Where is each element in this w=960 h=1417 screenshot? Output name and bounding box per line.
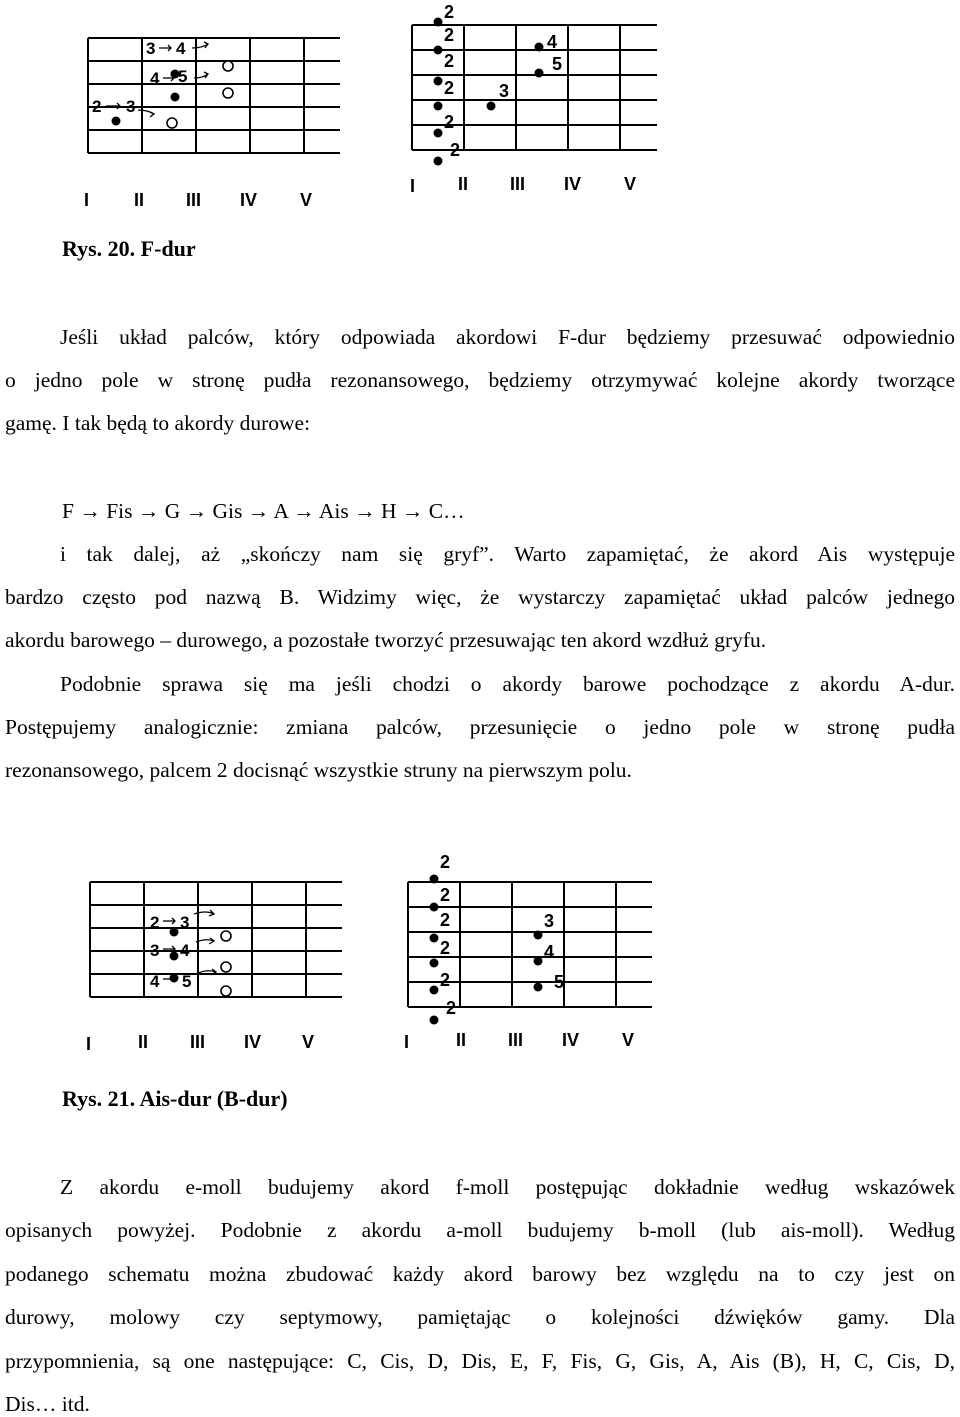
fret-label: II bbox=[458, 174, 469, 194]
fret-label: II bbox=[134, 190, 145, 210]
finger-number: 3 bbox=[150, 941, 160, 960]
open-circle bbox=[221, 986, 231, 996]
finger-dot bbox=[434, 46, 443, 55]
fret-label: I bbox=[84, 190, 90, 210]
text-line: opisanych powyżej. Podobnie z akordu a-moll budujemy b-moll (lub ais-moll). Według bbox=[5, 1218, 955, 1242]
fret-label: IV bbox=[244, 1032, 262, 1052]
text-line: przypomnienia, są one następujące: C, Cis, D, Dis, E, F, Fis, G, Gis, A, Ais (B), H, C, Cis, D, bbox=[5, 1349, 955, 1373]
finger-dot bbox=[430, 986, 439, 995]
text-line: gamę. I tak będą to akordy durowe: bbox=[5, 411, 311, 435]
text-line: Jeśli układ palców, który odpowiada akordowi F-dur będziemy przesuwać odpowiednio bbox=[60, 325, 955, 349]
fret-label: I bbox=[86, 1034, 92, 1054]
text-line: akordu barowego – durowego, a pozostałe tworzyć przesuwając ten akord wzdłuż gryfu. bbox=[5, 628, 767, 652]
finger-number: 4 bbox=[150, 972, 160, 991]
finger-number: 2 bbox=[444, 112, 455, 132]
finger-number: 4 bbox=[150, 69, 160, 88]
text-line: bardzo często pod nazwą B. Widzimy więc, że wystarczy zapamiętać układ palców jednego bbox=[5, 585, 955, 609]
text-line: Z akordu e-moll budujemy akord f-moll postępując dokładnie według wskazówek bbox=[60, 1175, 955, 1199]
finger-dot bbox=[434, 102, 443, 111]
finger-number: 4 bbox=[547, 32, 558, 52]
fret-label: III bbox=[508, 1030, 524, 1050]
fret-label: II bbox=[456, 1030, 467, 1050]
open-circle bbox=[223, 61, 233, 71]
finger-number: 5 bbox=[178, 67, 188, 86]
open-circle bbox=[223, 88, 233, 98]
finger-number: 2 bbox=[444, 25, 455, 45]
finger-number: 2 bbox=[150, 913, 160, 932]
finger-dot bbox=[434, 157, 443, 166]
figure-caption-21: Rys. 21. Ais-dur (B-dur) bbox=[62, 1086, 288, 1111]
finger-number: 2 bbox=[444, 2, 455, 22]
finger-number: 5 bbox=[182, 972, 192, 991]
fret-label: I bbox=[404, 1032, 410, 1052]
fret-label: V bbox=[624, 174, 637, 194]
finger-dot bbox=[171, 93, 180, 102]
fret-label: I bbox=[410, 176, 416, 196]
finger-dot bbox=[535, 43, 544, 52]
finger-dot bbox=[434, 129, 443, 138]
text-line: podanego schematu można zbudować każdy akord barowy bez względu na to czy jest on bbox=[5, 1262, 955, 1286]
finger-number: 3 bbox=[146, 39, 156, 58]
finger-number: 3 bbox=[180, 913, 190, 932]
finger-number: 2 bbox=[444, 51, 455, 71]
fretboard-grid bbox=[402, 0, 662, 200]
finger-number: 4 bbox=[544, 942, 555, 962]
fret-label: IV bbox=[240, 190, 258, 210]
finger-dot bbox=[434, 18, 443, 27]
text-line: Dis… itd. bbox=[5, 1392, 90, 1416]
chord-diagram-ais-dur-b bbox=[400, 848, 660, 1058]
finger-dot bbox=[112, 117, 121, 126]
finger-dot bbox=[430, 903, 439, 912]
finger-number: 3 bbox=[126, 97, 136, 116]
chord-diagram-f-dur-b bbox=[402, 0, 662, 200]
text-line: Postępujemy analogicznie: zmiana palców, przesunięcie o jedno pole w stronę pudła bbox=[5, 715, 955, 739]
finger-number: 3 bbox=[544, 911, 555, 931]
chord-diagram-ais-dur-a bbox=[82, 870, 362, 1055]
finger-number: 2 bbox=[446, 998, 457, 1018]
finger-dot bbox=[430, 1016, 439, 1025]
finger-number: 2 bbox=[92, 97, 102, 116]
finger-number: 2 bbox=[440, 938, 451, 958]
fret-label: III bbox=[186, 190, 202, 210]
text-line: o jedno pole w stronę pudła rezonansowego, będziemy otrzymywać kolejne akordy tworzące bbox=[5, 368, 955, 392]
open-circle bbox=[167, 118, 177, 128]
fret-label: V bbox=[300, 190, 313, 210]
finger-dot bbox=[487, 102, 496, 111]
fret-label: II bbox=[138, 1032, 149, 1052]
finger-number: 2 bbox=[450, 140, 461, 160]
fretboard-grid bbox=[70, 30, 350, 220]
chord-diagram-f-dur-a bbox=[70, 30, 350, 220]
finger-dot bbox=[170, 952, 179, 961]
text-line: durowy, molowy czy septymowy, pamiętając o kolejności dźwięków gamy. Dla bbox=[5, 1305, 955, 1329]
figure-caption-20: Rys. 20. F-dur bbox=[62, 236, 196, 261]
text-line: Podobnie sprawa się ma jeśli chodzi o akordy barowe pochodzące z akordu A-dur. bbox=[60, 672, 955, 696]
finger-number: 2 bbox=[440, 910, 451, 930]
fret-label: IV bbox=[564, 174, 582, 194]
finger-dot bbox=[170, 928, 179, 937]
chord-sequence: F → Fis → G → Gis → A → Ais → H → C… bbox=[62, 499, 465, 523]
finger-number: 5 bbox=[552, 54, 563, 74]
finger-dot bbox=[430, 875, 439, 884]
finger-dot bbox=[535, 69, 544, 78]
finger-dot bbox=[430, 934, 439, 943]
text-line: rezonansowego, palcem 2 docisnąć wszystkie struny na pierwszym polu. bbox=[5, 758, 632, 782]
fret-label: III bbox=[190, 1032, 206, 1052]
finger-number: 2 bbox=[440, 970, 451, 990]
finger-number: 5 bbox=[554, 972, 565, 992]
finger-dot bbox=[434, 77, 443, 86]
fret-label: III bbox=[510, 174, 526, 194]
text-line: i tak dalej, aż „skończy nam się gryf”. Warto zapamiętać, że akord Ais występuje bbox=[60, 542, 955, 566]
fretboard-grid bbox=[400, 848, 660, 1058]
finger-number: 4 bbox=[180, 941, 190, 960]
fret-label: V bbox=[302, 1032, 315, 1052]
fretboard-grid bbox=[82, 870, 362, 1055]
finger-number: 2 bbox=[444, 78, 455, 98]
finger-dot bbox=[534, 957, 543, 966]
finger-number: 3 bbox=[499, 81, 510, 101]
finger-dot bbox=[430, 959, 439, 968]
fret-label: V bbox=[622, 1030, 635, 1050]
open-circle bbox=[221, 931, 231, 941]
finger-number: 4 bbox=[176, 39, 186, 58]
finger-dot bbox=[534, 931, 543, 940]
finger-number: 2 bbox=[440, 885, 451, 905]
finger-dot bbox=[534, 983, 543, 992]
open-circle bbox=[221, 962, 231, 972]
finger-number: 2 bbox=[440, 852, 451, 872]
fret-label: IV bbox=[562, 1030, 580, 1050]
